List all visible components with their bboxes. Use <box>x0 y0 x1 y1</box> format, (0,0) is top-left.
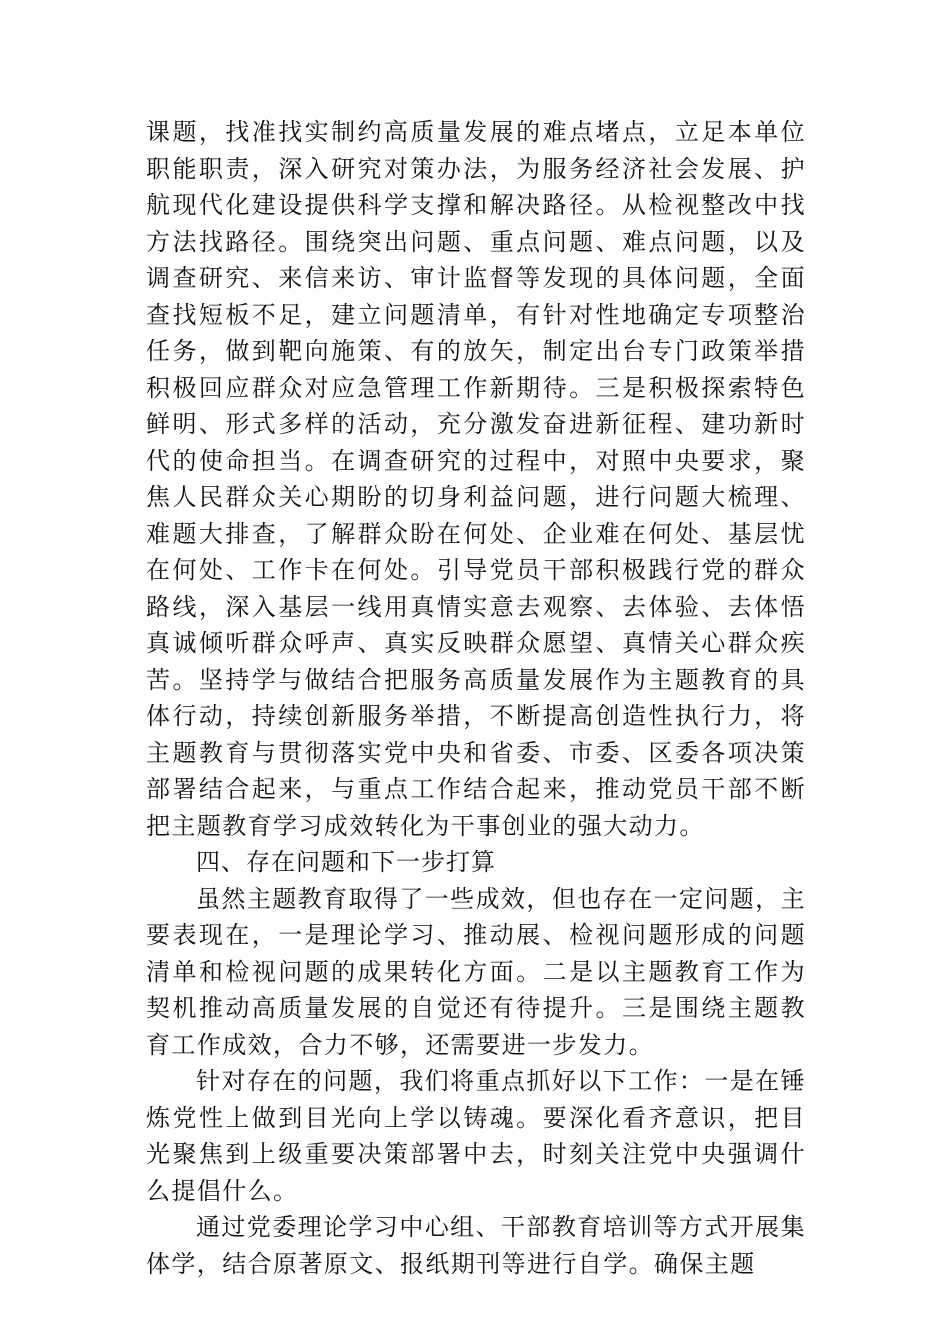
paragraph-4: 通过党委理论学习中心组、干部教育培训等方式开展集体学，结合原著原文、报纸期刊等进行自学。确保主题 <box>146 1213 806 1278</box>
paragraph-3: 针对存在的问题，我们将重点抓好以下工作：一是在锤炼党性上做到目光向上学以铸魂。要深化看齐意识，把目光聚焦到上级重要决策部署中去，时刻关注党中央强调什么提倡什么。 <box>146 1067 806 1205</box>
paragraph-2: 虽然主题教育取得了一些成效，但也存在一定问题，主要表现在，一是理论学习、推动展、检视问题形成的问题清单和检视问题的成果转化方面。二是以主题教育工作为契机推动高质量发展的自觉还有待提升。三是围绕主题教育工作成效，合力不够，还需要进一步发力。 <box>146 884 806 1059</box>
section-heading: 四、存在问题和下一步打算 <box>196 848 496 876</box>
paragraph-1: 课题，找准找实制约高质量发展的难点堵点，立足本单位职能职责，深入研究对策办法，为服务经济社会发展、护航现代化建设提供科学支撑和解决路径。从检视整改中找方法找路径。围绕突出问题、重点问题、难点问题，以及调查研究、来信来访、审计监督等发现的具体问题，全面查找短板不足，建立问题清单，有针对性地确定专项整治任务，做到靶向施策、有的放矢，制定出台专门政策举措积极回应群众对应急管理工作新期待。三是积极探索特色鲜明、形式多样的活动，充分激发奋进新征程、建功新时代的使命担当。在调查研究的过程中，对照中央要求，聚焦人民群众关心期盼的切身利益问题，进行问题大梳理、难题大排查，了解群众盼在何处、企业难在何处、基层忧在何处、工作卡在何处。引导党员干部积极践行党的群众路线，深入基层一线用真情实意去观察、去体验、去体悟真诚倾听群众呼声、真实反映群众愿望、真情关心群众疾苦。坚持学与做结合把服务高质量发展作为主题教育的具体行动，持续创新服务举措，不断提高创造性执行力，将主题教育与贯彻落实党中央和省委、市委、区委各项决策部署结合起来，与重点工作结合起来，推动党员干部不断把主题教育学习成效转化为干事创业的强大动力。 <box>146 118 806 840</box>
document-body <box>146 114 806 1282</box>
